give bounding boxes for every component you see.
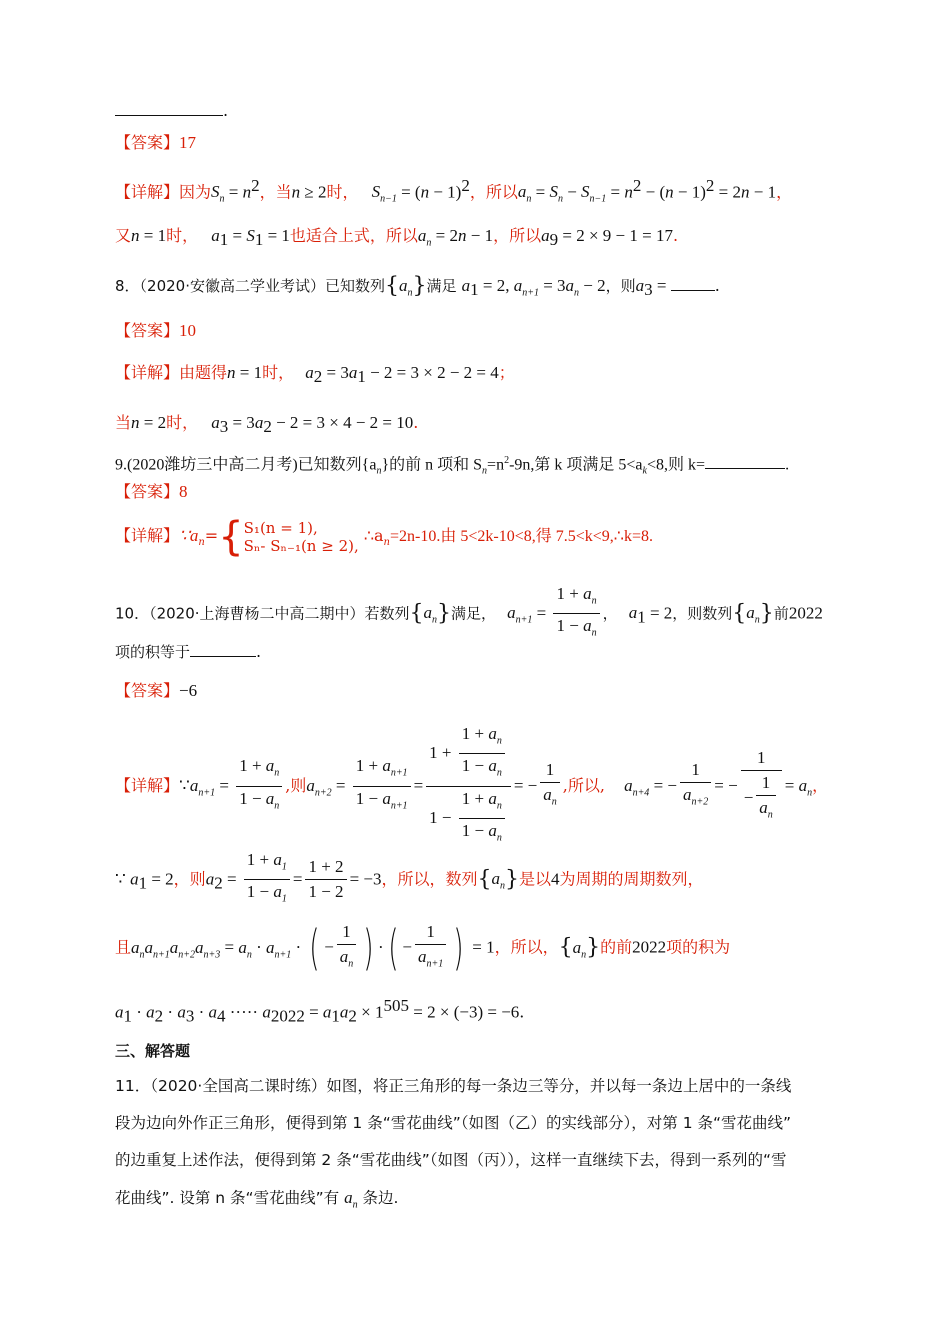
- answer-blank: [705, 454, 785, 469]
- p8-detail-1: 【详解】由题得n = 1时， $a_2 = 3a_1 - 2 = 3 \times 2 - 2 = 4$；: [115, 363, 515, 387]
- p8-question: 8．（2020·安徽高二学业考试）已知数列$\{a_n\}$满足 $a_1 = 2$, $a_{n+1} = 3a_n - 2$，则$a_3$ = .: [115, 273, 720, 300]
- p11-question: 11．（2020·全国高二课时练）如图，将正三角形的每一条边三等分，并以每一条边上居中的一条线 段为边向外作正三角形，便得到第 1 条“雪花曲线”（如图（乙）的实线部分），对第 1 条“雪花曲线” 的边重复上述作法，便得到第 2 条“雪花曲线”（如图（丙）），这样一直继续下去，得到一系列的“雪 花曲线”. 设第 n 条“雪花曲线”有 $a_n$ 条边.: [115, 1077, 792, 1211]
- piecewise-cases: S₁(n = 1), Sₙ- Sₙ₋₁(n ≥ 2),: [243, 518, 359, 555]
- p10-question-2: 项的积等于 .: [115, 642, 262, 661]
- p7-detail-1: 【详解】因为$S_n = n^2$，当n ≥ 2时， $S_{n-1} = (n - 1)^2$，所以$a_n = S_n - S_{n-1} = n^2 - (n - 1)^2 = 2n - 1$，: [115, 176, 793, 205]
- section-heading: 三、解答题: [115, 1042, 191, 1060]
- p10-detail-4: $a_1 \cdot a_2 \cdot a_3 \cdot a_4$ ····· $a_{2022} = a_1a_2 \times 1^{505} = 2 \times (-3) = -6$.: [115, 996, 525, 1026]
- p10-question: 10．（2020·上海曹杨二中高二期中）若数列$\{a_n\}$满足， $a_{n+1}$ = $\frac{1 + a_n}{1 - a_n}$ ， $a_1 = 2$，则数列$\{a_n\}$前2022: [115, 584, 823, 639]
- p10-answer: 【答案】−6: [115, 681, 198, 700]
- answer-blank: [671, 276, 715, 291]
- p9-detail: 【详解】$\because a_n=${ S₁(n = 1), Sₙ- Sₙ₋₁(n ≥ 2), $\therefore a_n=2n-10$.由 5<2k-10<8,得 7.5<k<9,∴k=8.: [115, 513, 653, 560]
- p8-answer: 【答案】10: [115, 321, 197, 340]
- answer-blank: [190, 642, 256, 657]
- p7-blank-line: .: [115, 100, 228, 122]
- p9-question: 9.(2020潍坊三中高二月考)已知数列$\{a_n\}$的前 n 项和 $S_n=n^2-9n$,第 k 项满足 $5<a_k<8$,则 k= .: [115, 455, 790, 477]
- p10-detail-2: ∵ $a_1 = 2$，则$a_2$ = $\frac{1 + a_1}{1 - a_1}$ = $\frac{1 + 2}{1 - 2}$ = −3，所以，数列$\{a_n\}$是以4为周期的周期数列，: [115, 850, 704, 905]
- p7-answer: 【答案】17: [115, 133, 197, 152]
- p8-detail-2: 当n = 2时， $a_3 = 3a_2 - 2 = 3 \times 4 - 2 = 10$.: [115, 413, 419, 437]
- answer-blank: [115, 101, 223, 116]
- p7-detail-2: 又n = 1时， $a_1 = S_1 = 1$也适合上式，所以$a_n = 2n - 1$，所以$a_9 = 2 \times 9 - 1 = 17$.: [115, 226, 679, 250]
- p10-detail-3: 且$a_na_{n+1}a_{n+2}a_{n+3} = a_n \cdot a_{n+1}$ · ( − $\frac{1}{a_n}$ ) ·( − $\frac{1}{a_{n+1}}$ ) = 1，所以，$\{a_n\}$的前2022项的积为: [115, 920, 731, 977]
- p9-answer: 【答案】8: [115, 482, 188, 501]
- p10-detail-1: 【详解】$\because a_{n+1}$ = $\frac{1 + a_n}{1 - a_n}$ ,则$a_{n+2}$ = $\frac{1 + a_{n+1}}{1 - a_{n+1}}$ = 1 + $\frac{1 + a_n}{1 - a_n}$ 1 − $\frac{1 + a_n}{1 - a_n}$ = − $\frac{1}{a_n}$ ,所以, $a_{n+4}$ = − $\frac{1}{a_{n+2}}$ = − 1 − $\frac{1}{a_n}$ = $a_n$，: [115, 724, 829, 844]
